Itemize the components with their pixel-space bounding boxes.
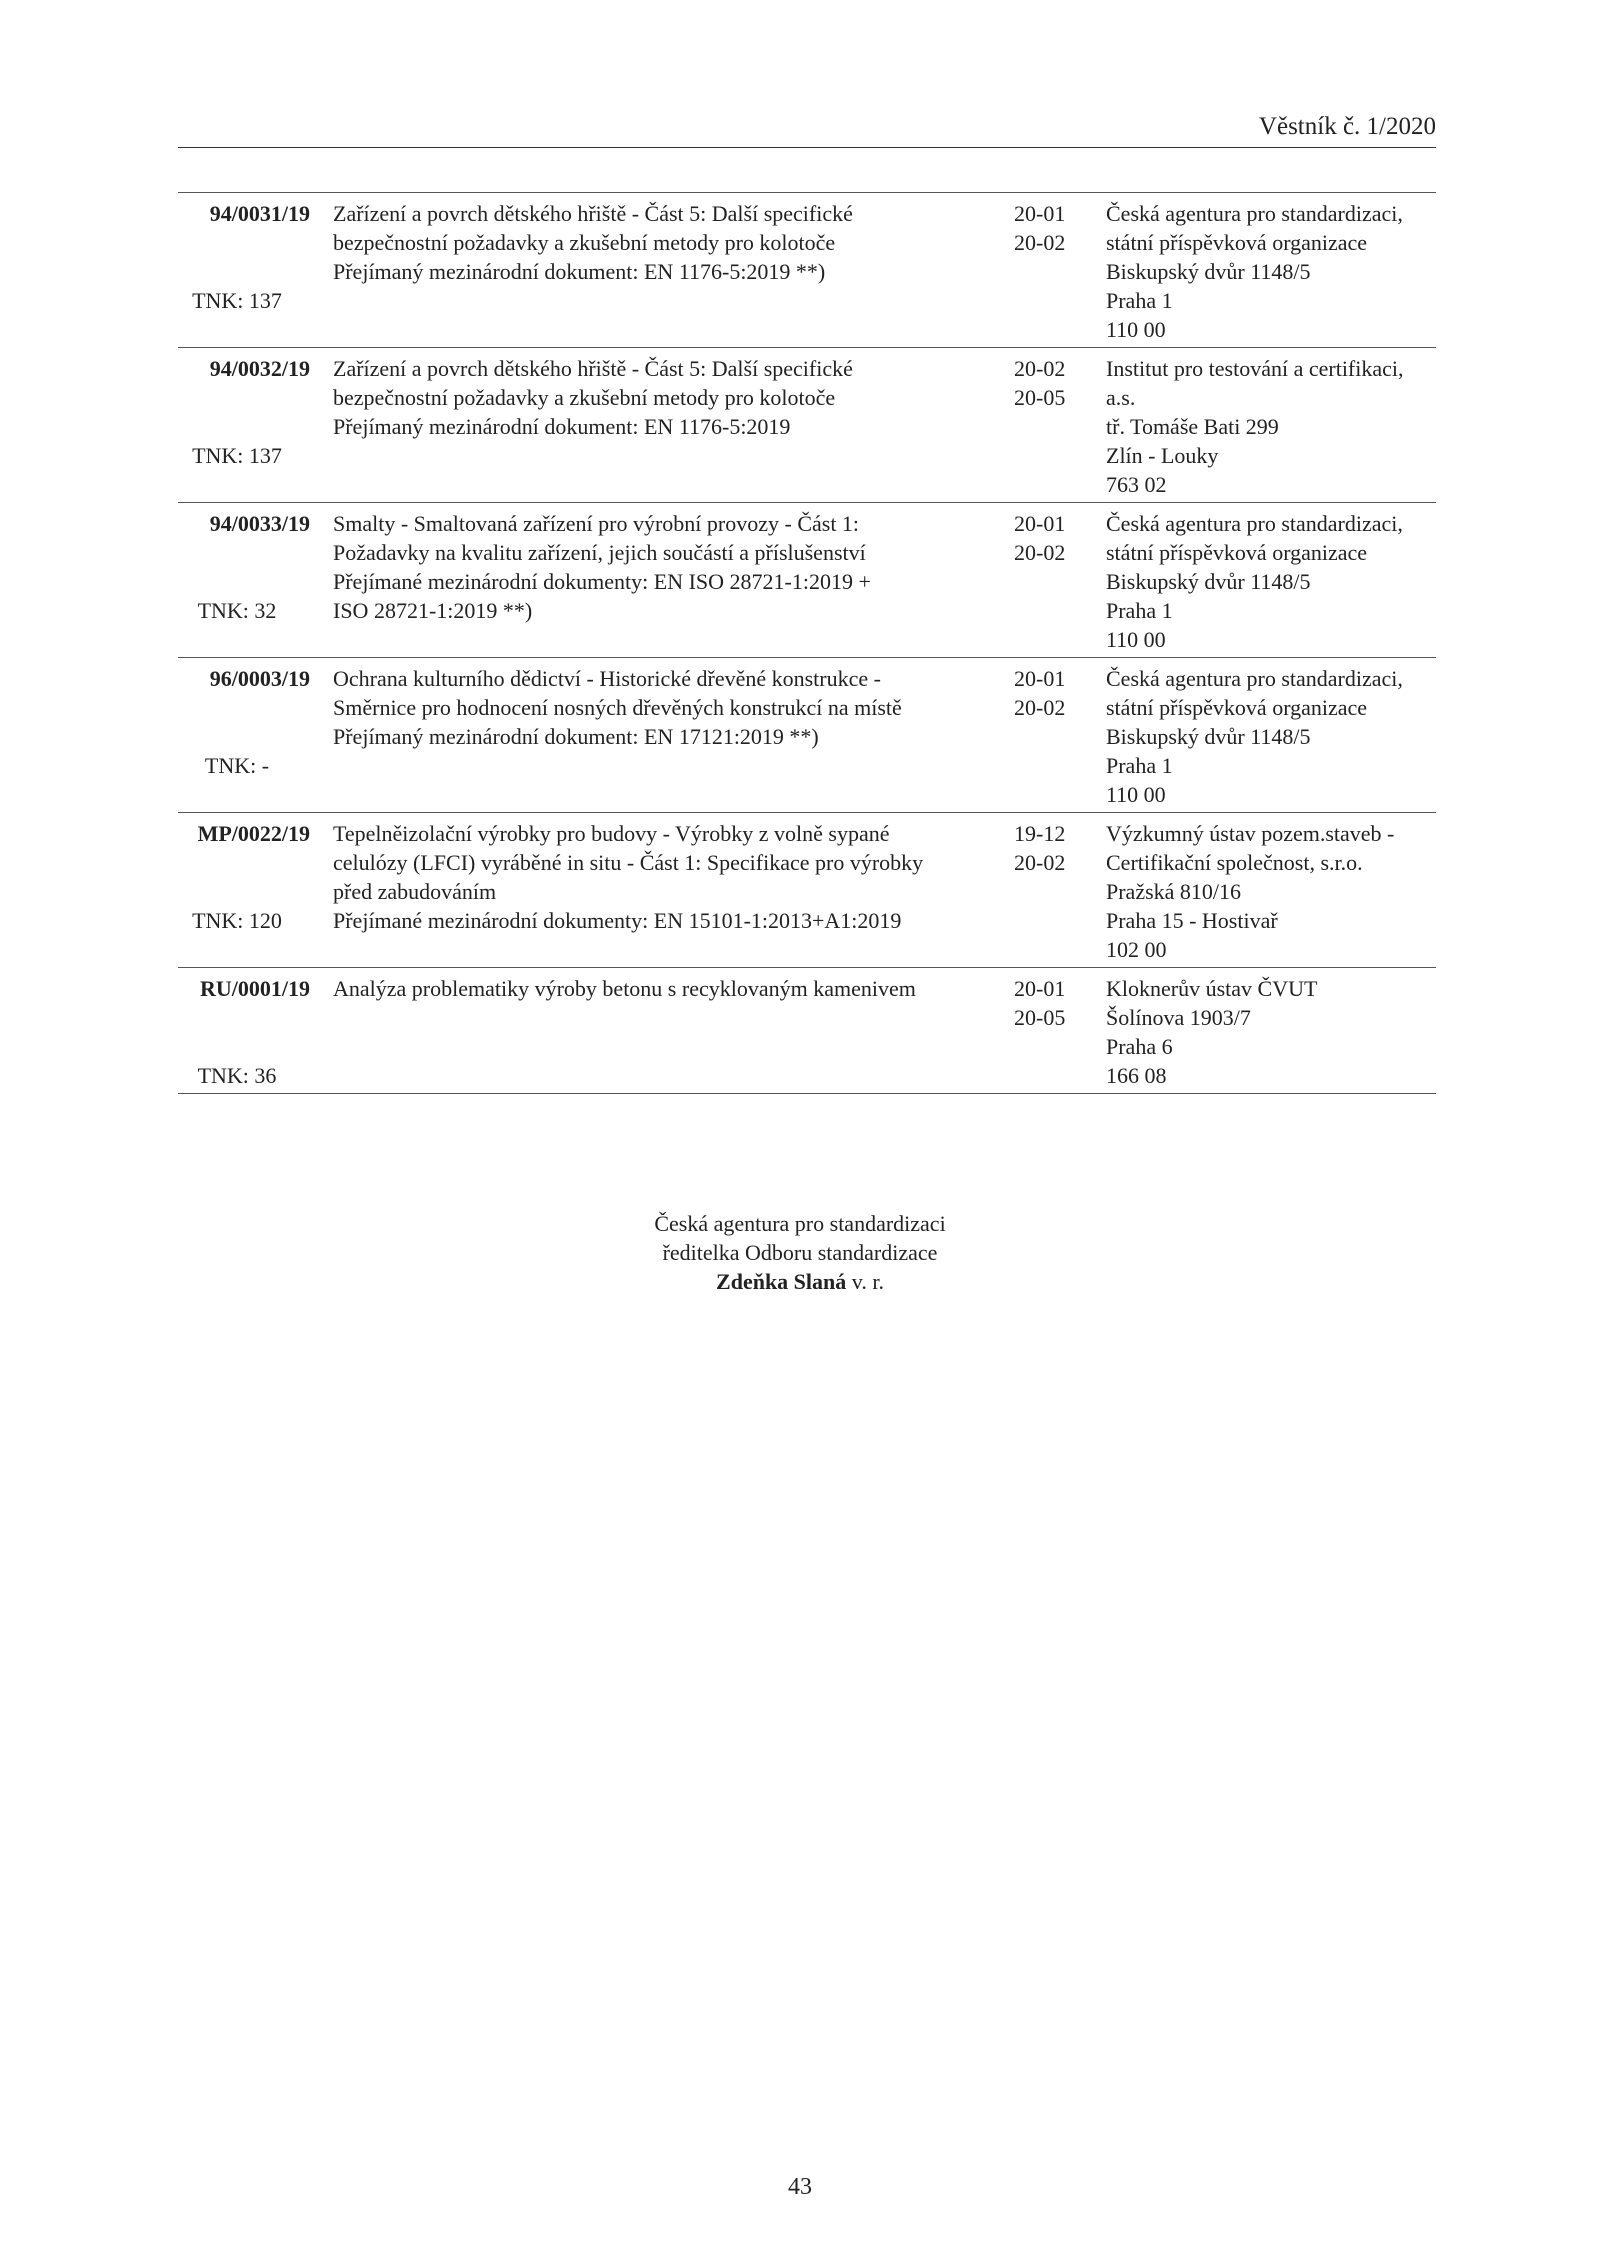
dates-cell: [1014, 664, 1094, 722]
description-cell: [333, 199, 993, 286]
signature-agency: Česká agentura pro standardizaci: [654, 1211, 946, 1236]
description-line: Tepelněizolační výrobky pro budovy - Výrobky z volně sypané: [333, 821, 890, 846]
date-end: 20-02: [1014, 230, 1066, 255]
dates-cell: [1014, 819, 1094, 877]
organization-line: Praha 1: [1106, 753, 1173, 778]
organization-line: Biskupský dvůr 1148/5: [1106, 259, 1311, 284]
tnk-label: TNK: -: [204, 753, 270, 778]
description-line: Směrnice pro hodnocení nosných dřevěných konstrukcí na místě: [333, 695, 902, 720]
organization-line: 166 08: [1106, 1063, 1167, 1088]
organization-line: a.s.: [1106, 385, 1136, 410]
description-line: Přejímaný mezinárodní dokument: EN 1176-5:2019: [333, 414, 791, 439]
header-title: Věstník č. 1/2020: [1258, 113, 1436, 140]
description-line: celulózy (LFCI) vyráběné in situ - Část 1: Specifikace pro výrobky: [333, 850, 924, 875]
organization-line: Kloknerův ústav ČVUT: [1106, 976, 1318, 1001]
date-end: 20-05: [1014, 1005, 1066, 1030]
table-row: [178, 348, 1436, 503]
organization-line: Biskupský dvůr 1148/5: [1106, 724, 1311, 749]
project-code: 94/0031/19: [209, 201, 310, 226]
description-cell: [333, 354, 993, 441]
id-cell: [178, 819, 310, 961]
description-line: bezpečnostní požadavky a zkušební metody pro kolotoče: [333, 385, 836, 410]
date-end: 20-05: [1014, 385, 1066, 410]
description-line: Přejímaný mezinárodní dokument: EN 1176-5:2019 **): [333, 259, 826, 284]
signature-name: Zdeňka Slaná: [716, 1269, 847, 1294]
table-row: [178, 813, 1436, 968]
organization-line: 110 00: [1106, 317, 1166, 342]
dates-cell: [1014, 354, 1094, 412]
organization-line: Česká agentura pro standardizaci,: [1106, 201, 1403, 226]
description-line: Přejímaný mezinárodní dokument: EN 17121:2019 **): [333, 724, 819, 749]
id-cell: [178, 664, 310, 806]
organization-line: Institut pro testování a certifikaci,: [1106, 356, 1404, 381]
organization-line: Praha 1: [1106, 598, 1173, 623]
description-line: Smalty - Smaltovaná zařízení pro výrobní provozy - Část 1:: [333, 511, 860, 536]
date-start: 20-02: [1014, 356, 1066, 381]
organization-line: Praha 1: [1106, 288, 1173, 313]
page-header: [178, 110, 1436, 148]
table-row: [178, 193, 1436, 348]
organization-cell: [1106, 974, 1436, 1090]
dates-cell: [1014, 974, 1094, 1032]
organization-line: státní příspěvková organizace: [1106, 230, 1368, 255]
organization-cell: [1106, 199, 1436, 344]
organization-line: Pražská 810/16: [1106, 879, 1242, 904]
organization-line: Šolínova 1903/7: [1106, 1005, 1251, 1030]
organization-cell: [1106, 664, 1436, 809]
date-start: 20-01: [1014, 511, 1066, 536]
project-code: MP/0022/19: [197, 821, 310, 846]
description-line: Ochrana kulturního dědictví - Historické dřevěné konstrukce -: [333, 666, 881, 691]
organization-cell: [1106, 819, 1436, 964]
tnk-label: TNK: 137: [192, 443, 282, 468]
description-cell: [333, 819, 993, 935]
description-line: před zabudováním: [333, 879, 497, 904]
organization-line: 763 02: [1106, 472, 1167, 497]
description-line: Požadavky na kvalitu zařízení, jejich součástí a příslušenství: [333, 540, 866, 565]
description-line: Analýza problematiky výroby betonu s recyklovaným kamenivem: [333, 976, 916, 1001]
id-cell: [178, 974, 310, 1087]
dates-cell: [1014, 509, 1094, 567]
organization-line: tř. Tomáše Bati 299: [1106, 414, 1279, 439]
organization-cell: [1106, 509, 1436, 654]
signature-suffix: v. r.: [846, 1269, 884, 1294]
description-line: Zařízení a povrch dětského hřiště - Část 5: Další specifické: [333, 201, 853, 226]
date-start: 20-01: [1014, 666, 1066, 691]
signature-name-line: [500, 1267, 1100, 1296]
date-end: 20-02: [1014, 850, 1066, 875]
organization-line: Certifikační společnost, s.r.o.: [1106, 850, 1363, 875]
description-cell: [333, 509, 993, 625]
description-cell: [333, 664, 993, 751]
organization-line: Biskupský dvůr 1148/5: [1106, 569, 1311, 594]
organization-line: Česká agentura pro standardizaci,: [1106, 666, 1403, 691]
id-cell: [178, 509, 310, 651]
organization-line: 110 00: [1106, 627, 1166, 652]
organization-line: státní příspěvková organizace: [1106, 540, 1368, 565]
table-row: [178, 968, 1436, 1094]
id-cell: [178, 199, 310, 341]
tnk-label: TNK: 137: [192, 288, 282, 313]
organization-cell: [1106, 354, 1436, 499]
organization-line: 110 00: [1106, 782, 1166, 807]
date-start: 20-01: [1014, 976, 1066, 1001]
project-code: 96/0003/19: [209, 666, 310, 691]
tnk-label: TNK: 32: [197, 598, 277, 623]
id-cell: [178, 354, 310, 496]
tnk-label: TNK: 120: [192, 908, 282, 933]
project-code: 94/0033/19: [209, 511, 310, 536]
organization-line: 102 00: [1106, 937, 1167, 962]
date-start: 19-12: [1014, 821, 1066, 846]
organization-line: Zlín - Louky: [1106, 443, 1219, 468]
description-line: Přejímané mezinárodní dokumenty: EN 15101-1:2013+A1:2019: [333, 908, 902, 933]
organization-line: státní příspěvková organizace: [1106, 695, 1368, 720]
project-code: 94/0032/19: [209, 356, 310, 381]
date-start: 20-01: [1014, 201, 1066, 226]
dates-cell: [1014, 199, 1094, 257]
organization-line: Praha 15 - Hostivař: [1106, 908, 1278, 933]
organization-line: Česká agentura pro standardizaci,: [1106, 511, 1403, 536]
tnk-label: TNK: 36: [197, 1063, 277, 1088]
description-line: Zařízení a povrch dětského hřiště - Část 5: Další specifické: [333, 356, 853, 381]
description-line: ISO 28721-1:2019 **): [333, 598, 533, 623]
date-end: 20-02: [1014, 695, 1066, 720]
page-number: 43: [788, 2174, 812, 2200]
standards-table: [178, 192, 1436, 1094]
date-end: 20-02: [1014, 540, 1066, 565]
description-cell: [333, 974, 993, 1003]
signature-block: [500, 1209, 1100, 1296]
signature-role: ředitelka Odboru standardizace: [662, 1240, 938, 1265]
organization-line: Praha 6: [1106, 1034, 1173, 1059]
organization-line: Výzkumný ústav pozem.staveb -: [1106, 821, 1395, 846]
project-code: RU/0001/19: [200, 976, 310, 1001]
description-line: Přejímané mezinárodní dokumenty: EN ISO 28721-1:2019 +: [333, 569, 871, 594]
table-row: [178, 658, 1436, 813]
description-line: bezpečnostní požadavky a zkušební metody pro kolotoče: [333, 230, 836, 255]
table-row: [178, 503, 1436, 658]
